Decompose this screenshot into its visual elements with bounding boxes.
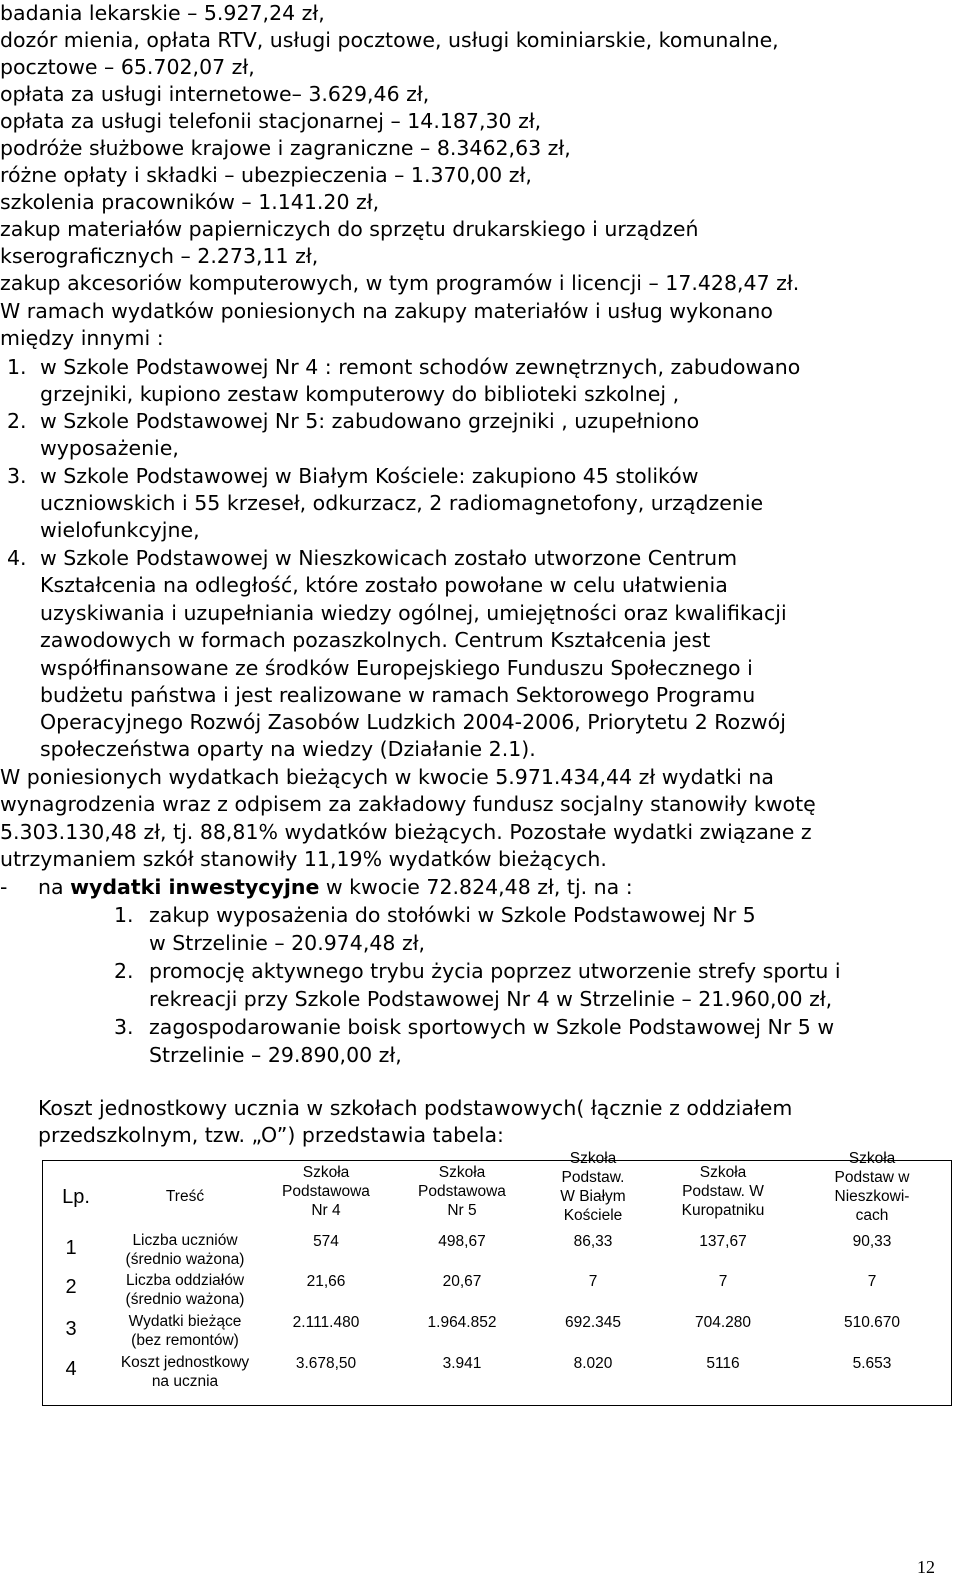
label-line: Liczba uczniów [132, 1232, 238, 1249]
table-row-lp: 2 [65, 1276, 77, 1298]
table-cell: 574 [313, 1233, 339, 1250]
table-cell: 137,67 [699, 1233, 747, 1250]
table-cell: 20,67 [442, 1273, 482, 1290]
table-header-tresc: Treść [165, 1188, 205, 1205]
list-item-line: wielofunkcyjne, [40, 518, 200, 542]
list-number: 2. [114, 959, 134, 983]
table-cell: 7 [588, 1273, 598, 1290]
header-line: Kuropatniku [681, 1202, 765, 1219]
expense-line: zakup akcesoriów komputerowych, w tym programów i licencji – 17.428,47 zł. [0, 271, 800, 295]
table-cell: 510.670 [843, 1314, 901, 1331]
expense-line: różne opłaty i składki – ubezpieczenia – 1.370,00 zł, [0, 163, 532, 187]
expense-line: dozór mienia, opłata RTV, usługi pocztowe, usługi kominiarskie, komunalne, [0, 28, 779, 52]
list-item-line: społeczeństwa oparty na wiedzy (Działanie 2.1). [40, 737, 536, 761]
header-line: Szkoła [699, 1164, 747, 1181]
expense-line: opłata za usługi telefonii stacjonarnej – 14.187,30 zł, [0, 109, 542, 133]
list-item-line: w Szkole Podstawowej w Nieszkowicach zostało utworzone Centrum [40, 546, 738, 570]
label-line: Liczba oddziałów [125, 1272, 245, 1289]
page-number: 12 [917, 1557, 935, 1577]
header-line: Nr 4 [311, 1202, 341, 1219]
table-header-col2 [391, 1163, 533, 1220]
list-item-line: współfinansowane ze środków Europejskiego Funduszu Społecznego i [40, 656, 753, 680]
table-row-label [109, 1312, 261, 1350]
list-number: 3. [7, 464, 27, 488]
label-line: (średnio ważona) [125, 1251, 245, 1268]
investment-bold-label: wydatki inwestycyjne [70, 875, 320, 899]
summary-line: 5.303.130,48 zł, tj. 88,81% wydatków bieżących. Pozostałe wydatki związane z [0, 820, 812, 844]
table-header-col4 [653, 1163, 793, 1220]
intro-line: między innymi : [0, 326, 164, 350]
expense-line: zakup materiałów papierniczych do sprzętu drukarskiego i urządzeń [0, 217, 699, 241]
label-line: (średnio ważona) [125, 1291, 245, 1308]
list-item-line: w Szkole Podstawowej Nr 4 : remont schodów zewnętrznych, zabudowano [40, 355, 801, 379]
expense-line: badania lekarskie – 5.927,24 zł, [0, 1, 325, 25]
table-cell: 1.964.852 [427, 1314, 497, 1331]
list-item-line: w Szkole Podstawowej w Białym Kościele: zakupiono 45 stolików [40, 464, 699, 488]
header-line: Szkoła [302, 1164, 350, 1181]
table-header-col3 [533, 1149, 653, 1225]
header-line: Szkoła [438, 1164, 486, 1181]
list-item-line: Kształcenia na odległość, które zostało powołane w celu ułatwienia [40, 573, 728, 597]
header-line: Szkoła [569, 1150, 617, 1167]
list-number: 1. [7, 355, 27, 379]
header-line: Podstaw w [834, 1169, 910, 1186]
table-header-col5 [793, 1149, 951, 1225]
table-cell: 5116 [706, 1355, 740, 1372]
table-cell: 86,33 [573, 1233, 613, 1250]
table-cell: 7 [718, 1273, 728, 1290]
list-number: 3. [114, 1015, 134, 1039]
header-line: Nr 5 [447, 1202, 477, 1219]
list-item-line: w Szkole Podstawowej Nr 5: zabudowano grzejniki , uzupełniono [40, 409, 700, 433]
investment-item-line: promocję aktywnego trybu życia poprzez utworzenie strefy sportu i [149, 959, 841, 983]
investment-prefix: na [38, 875, 71, 899]
header-line: Podstaw. W [682, 1183, 764, 1200]
list-item-line: uzyskiwania i uzupełniania wiedzy ogólnej, umiejętności oraz kwalifikacji [40, 601, 787, 625]
label-line: Wydatki bieżące [128, 1313, 242, 1330]
header-line: Podstawowa [282, 1183, 370, 1200]
table-header-lp: Lp. [62, 1186, 90, 1208]
list-item-line: uczniowskich i 55 krzeseł, odkurzacz, 2 radiomagnetofony, urządzenie [40, 491, 764, 515]
table-cell: 692.345 [564, 1314, 622, 1331]
investment-item-line: Strzelinie – 29.890,00 zł, [149, 1043, 402, 1067]
header-line: Nieszkowi- [834, 1188, 910, 1205]
expense-line: szkolenia pracowników – 1.141.20 zł, [0, 190, 380, 214]
header-line: Podstawowa [418, 1183, 506, 1200]
header-line: Szkoła [848, 1150, 896, 1167]
table-cell: 704.280 [694, 1314, 752, 1331]
header-line: Kościele [563, 1207, 623, 1224]
cost-table [42, 1150, 952, 1406]
table-row-lp: 1 [65, 1237, 77, 1259]
label-line: na ucznia [151, 1373, 219, 1390]
table-row-lp: 3 [65, 1318, 77, 1340]
table-cell: 21,66 [306, 1273, 346, 1290]
investment-item-line: zagospodarowanie boisk sportowych w Szkole Podstawowej Nr 5 w [149, 1015, 835, 1039]
expense-line: kserograficznych – 2.273,11 zł, [0, 244, 319, 268]
list-item-line: budżetu państwa i jest realizowane w ramach Sektorowego Programu [40, 683, 756, 707]
table-row-lp: 4 [65, 1358, 77, 1380]
list-item-line: Operacyjnego Rozwój Zasobów Ludzkich 2004-2006, Priorytetu 2 Rozwój [40, 710, 786, 734]
label-line: (bez remontów) [131, 1332, 239, 1349]
list-number: 1. [114, 903, 134, 927]
table-cell: 498,67 [438, 1233, 486, 1250]
table-cell: 2.111.480 [292, 1314, 360, 1331]
header-line: cach [855, 1207, 889, 1224]
investment-dash: - [0, 875, 8, 899]
header-line: Podstaw. [561, 1169, 625, 1186]
investment-line [38, 874, 633, 901]
table-row-label [109, 1231, 261, 1269]
table-cell: 7 [867, 1273, 877, 1290]
summary-line: utrzymaniem szkół stanowiły 11,19% wydatków bieżących. [0, 847, 607, 871]
label-line: Koszt jednostkowy [120, 1354, 250, 1371]
expense-line: opłata za usługi internetowe– 3.629,46 zł, [0, 82, 430, 106]
list-number: 2. [7, 409, 27, 433]
investment-suffix: w kwocie 72.824,48 zł, tj. na : [319, 875, 633, 899]
expense-line: podróże służbowe krajowe i zagraniczne – 8.3462,63 zł, [0, 136, 571, 160]
list-number: 4. [7, 546, 27, 570]
investment-item-line: w Strzelinie – 20.974,48 zł, [149, 931, 426, 955]
table-cell: 5.653 [852, 1355, 892, 1372]
list-item-line: grzejniki, kupiono zestaw komputerowy do biblioteki szkolnej , [40, 382, 680, 406]
table-cell: 3.678,50 [295, 1355, 357, 1372]
table-cell: 8.020 [573, 1355, 613, 1372]
cost-intro-line: przedszkolnym, tzw. „O”) przedstawia tabela: [38, 1123, 504, 1147]
list-item-line: zawodowych w formach pozaszkolnych. Centrum Kształcenia jest [40, 628, 711, 652]
investment-item-line: rekreacji przy Szkole Podstawowej Nr 4 w Strzelinie – 21.960,00 zł, [149, 987, 833, 1011]
table-row-label [109, 1353, 261, 1391]
table-cell: 90,33 [852, 1233, 892, 1250]
summary-line: W poniesionych wydatkach bieżących w kwocie 5.971.434,44 zł wydatki na [0, 765, 774, 789]
cost-intro-line: Koszt jednostkowy ucznia w szkołach podstawowych( łącznie z oddziałem [38, 1096, 793, 1120]
table-header-col1 [261, 1163, 391, 1220]
header-line: W Białym [560, 1188, 626, 1205]
table-cell: 3.941 [442, 1355, 482, 1372]
investment-item-line: zakup wyposażenia do stołówki w Szkole Podstawowej Nr 5 [149, 903, 756, 927]
table-row-label [109, 1271, 261, 1309]
intro-line: W ramach wydatków poniesionych na zakupy materiałów i usług wykonano [0, 299, 773, 323]
expense-line: pocztowe – 65.702,07 zł, [0, 55, 255, 79]
list-item-line: wyposażenie, [40, 436, 179, 460]
summary-line: wynagrodzenia wraz z odpisem za zakładowy fundusz socjalny stanowiły kwotę [0, 792, 816, 816]
